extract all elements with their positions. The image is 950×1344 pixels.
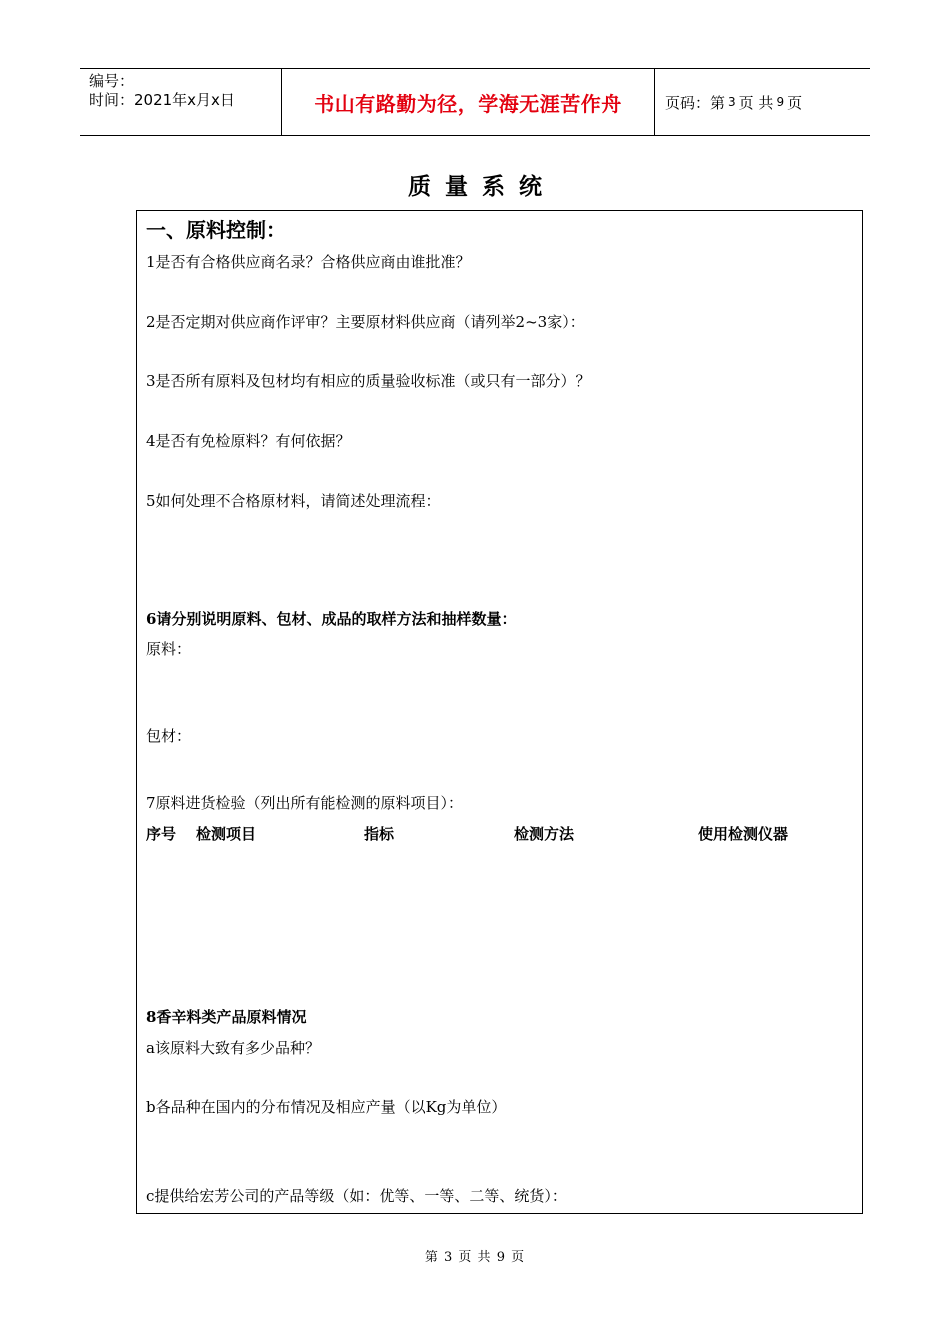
question-8b: b各品种在国内的分布情况及相应产量（以Kg为单位）	[146, 1098, 507, 1116]
question-8c: c提供给宏芳公司的产品等级（如：优等、一等、二等、统货）：	[146, 1187, 567, 1205]
table-header-item: 检测项目	[196, 825, 257, 843]
page-total: 9	[776, 95, 785, 109]
table-header-indicator: 指标	[364, 825, 395, 843]
question-3: 3是否所有原料及包材均有相应的质量验收标准（或只有一部分）？	[146, 372, 591, 390]
question-2: 2是否定期对供应商作评审？主要原材料供应商（请列举2~3家）：	[146, 313, 585, 331]
table-header-index: 序号	[146, 825, 177, 843]
section-heading: 一、原料控制：	[146, 218, 286, 242]
page-header	[80, 68, 870, 136]
question-1: 1是否有合格供应商名录？合格供应商由谁批准？	[146, 253, 471, 271]
document-time-label: 时间：2021年x月x日	[89, 91, 235, 109]
page-title: 质量系统	[408, 174, 556, 200]
page-current: 3	[728, 95, 736, 109]
table-header-method: 检测方法	[514, 825, 575, 843]
header-meta	[80, 69, 282, 135]
questionnaire-box	[136, 210, 863, 1214]
question-6-packaging: 包材：	[146, 727, 192, 745]
header-motto: 书山有路勤为径，学海无涯苦作舟	[282, 69, 655, 135]
page-suffix: 页	[787, 93, 803, 112]
question-6-raw-material: 原料：	[146, 640, 192, 658]
header-page-info	[655, 69, 870, 135]
document-number-label: 编号：	[89, 72, 135, 90]
question-7: 7原料进货检验（列出所有能检测的原料项目）：	[146, 794, 464, 812]
table-header-instrument: 使用检测仪器	[698, 825, 789, 843]
question-6: 6请分别说明原料、包材、成品的取样方法和抽样数量：	[146, 610, 517, 628]
question-8: 8香辛料类产品原料情况	[146, 1008, 307, 1026]
question-8a: a该原料大致有多少品种？	[146, 1039, 320, 1057]
page-prefix: 页码：第	[665, 93, 726, 112]
question-4: 4是否有免检原料？有何依据？	[146, 432, 351, 450]
page-footer: 第 3 页 共 9 页	[424, 1250, 526, 1265]
question-5: 5如何处理不合格原材料，请简述处理流程：	[146, 492, 441, 510]
page-mid: 页 共	[738, 93, 774, 112]
